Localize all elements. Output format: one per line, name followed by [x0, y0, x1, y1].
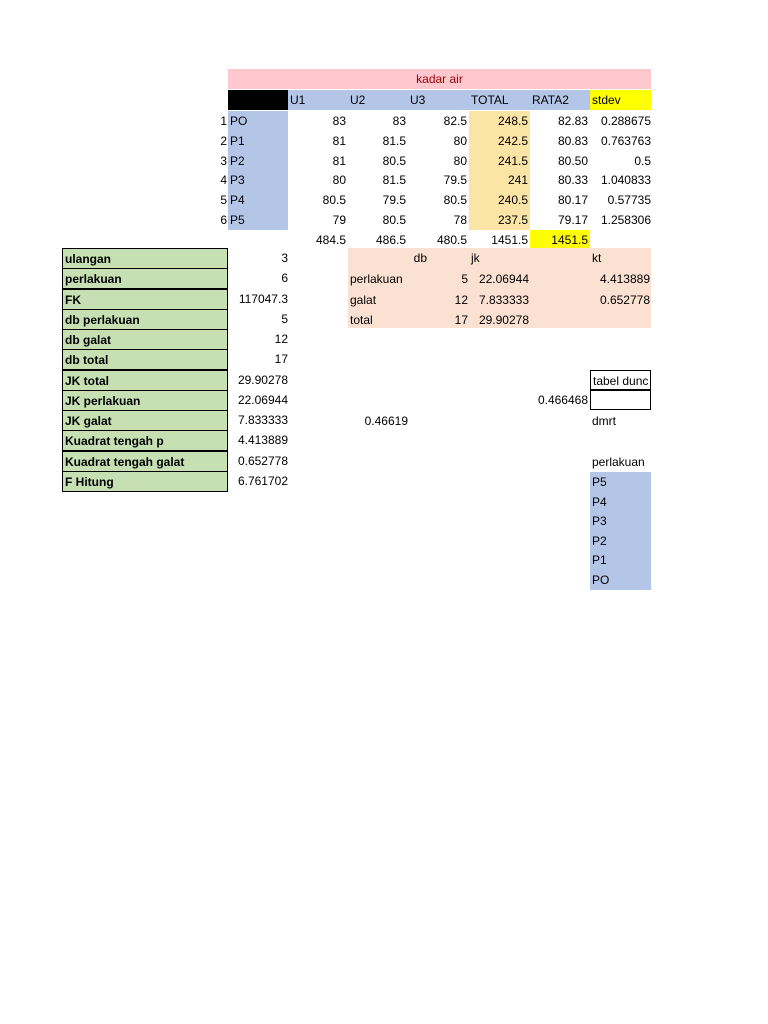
cell-rata2: 80.17: [557, 193, 588, 208]
cell-u2: 81.5: [382, 173, 406, 188]
cell-stdev: 0.288675: [600, 114, 651, 128]
anova-header-kt: kt: [592, 251, 602, 265]
duncan-treatment: P2: [590, 531, 651, 551]
cell-stdev: 0.763763: [600, 133, 651, 148]
summary-label: JK perlakuan: [62, 390, 228, 411]
summary-label: perlakuan: [62, 268, 228, 289]
grand-total: 1451.5: [530, 230, 590, 250]
summary-label: db total: [62, 349, 228, 370]
tabel-duncan-value[interactable]: [590, 390, 651, 410]
row-number: 6: [220, 213, 227, 227]
anova-jk: 29.90278: [478, 313, 529, 327]
anova-source: galat: [350, 292, 377, 307]
cell-rata2: 80.83: [557, 133, 588, 148]
anova-kt: 0.652778: [599, 292, 650, 307]
anova-kt: [590, 310, 650, 330]
header-rata2: RATA2: [530, 90, 590, 110]
summary-value: 6.761702: [237, 473, 288, 488]
cell-u1: 80: [332, 173, 346, 188]
cell-u1: 79: [332, 213, 346, 227]
summary-label: FK: [62, 289, 228, 310]
summary-value: 12: [274, 332, 288, 346]
duncan-treatment: P1: [590, 550, 651, 570]
total-total: 1451.5: [491, 233, 528, 247]
row-label: P5: [228, 210, 288, 230]
cell-rata2: 80.50: [557, 153, 588, 168]
summary-label: db galat: [62, 329, 228, 350]
anova-header-db: db: [413, 251, 427, 265]
anova-db: 17: [454, 313, 468, 327]
row-number: 1: [220, 114, 227, 128]
cell-stdev: 1.040833: [600, 173, 651, 188]
row-label: P2: [228, 151, 288, 171]
summary-value: 3: [281, 251, 288, 265]
kadar-air-title: kadar air: [228, 69, 651, 89]
cell-u2: 80.5: [382, 153, 406, 168]
cell-stdev: 0.57735: [607, 193, 651, 208]
anova-db: 5: [461, 272, 468, 286]
duncan-treatment: P4: [590, 492, 651, 512]
summary-value: 0.652778: [237, 453, 288, 468]
anova-source: perlakuan: [350, 272, 403, 286]
row-label: P3: [228, 170, 288, 190]
row-number: 3: [220, 153, 227, 168]
summary-value: 17: [274, 352, 288, 367]
cell-u3: 80.5: [443, 193, 467, 208]
cell-total: 241.5: [469, 151, 530, 171]
cell-stdev: 1.258306: [600, 213, 651, 227]
summary-label: JK galat: [62, 410, 228, 431]
cell-u1: 83: [332, 114, 346, 128]
summary-label: JK total: [62, 370, 228, 391]
cell-rata2: 80.33: [557, 173, 588, 188]
cell-u1: 81: [332, 153, 346, 168]
anova-header-jk: jk: [471, 251, 480, 265]
total-u3: 480.5: [436, 233, 467, 247]
cell-u3: 82.5: [443, 114, 467, 128]
cell-u1: 81: [332, 133, 346, 148]
anova-jk: 7.833333: [478, 292, 529, 307]
dmrt-label: dmrt: [592, 414, 616, 428]
cell-u2: 83: [392, 114, 406, 128]
cell-total: 241: [469, 170, 530, 190]
summary-label: ulangan: [62, 248, 228, 269]
duncan-treatment: PO: [590, 570, 651, 590]
row-label: P1: [228, 131, 288, 151]
summary-label: Kuadrat tengah galat: [62, 451, 228, 472]
anova-source: total: [350, 313, 373, 327]
row-number: 5: [220, 193, 227, 208]
cell-u1: 80.5: [322, 193, 346, 208]
summary-label: F Hitung: [62, 471, 228, 492]
header-u2: U2: [348, 90, 408, 110]
cell-total: 242.5: [469, 131, 530, 151]
duncan-side-value: 0.466468: [537, 393, 588, 407]
summary-value: 5: [281, 311, 288, 326]
anova-jk: 22.06944: [478, 272, 529, 286]
summary-value: 4.413889: [237, 433, 288, 448]
summary-label: db perlakuan: [62, 309, 228, 330]
cell-stdev: 0.5: [634, 153, 651, 168]
duncan-treatment: P5: [590, 472, 651, 492]
row-number: 2: [220, 133, 227, 148]
header-u1: U1: [288, 90, 348, 110]
tabel-duncan-label: tabel dunc: [590, 370, 651, 390]
anova-kt: 4.413889: [599, 272, 650, 286]
header-total: TOTAL: [469, 90, 530, 110]
cell-rata2: 79.17: [557, 213, 588, 227]
cell-u2: 81.5: [382, 133, 406, 148]
cell-total: 237.5: [469, 210, 530, 230]
cell-total: 248.5: [469, 111, 530, 131]
cell-rata2: 82.83: [557, 114, 588, 128]
total-u2: 486.5: [375, 233, 406, 247]
anova-db: 12: [454, 292, 468, 307]
duncan-mid-value: 0.46619: [364, 414, 408, 428]
cell-u3: 80: [453, 133, 467, 148]
total-u1: 484.5: [315, 233, 346, 247]
summary-label: Kuadrat tengah p: [62, 430, 228, 451]
cell-total: 240.5: [469, 190, 530, 210]
cell-u2: 79.5: [382, 193, 406, 208]
summary-value: 22.06944: [237, 392, 288, 407]
row-number: 4: [220, 173, 227, 188]
summary-value: 6: [281, 271, 288, 286]
cell-u3: 80: [453, 153, 467, 168]
cell-u3: 79.5: [443, 173, 467, 188]
summary-value: 29.90278: [237, 372, 288, 387]
row-label: P4: [228, 190, 288, 210]
cell-u3: 78: [453, 213, 467, 227]
summary-value: 7.833333: [237, 413, 288, 427]
header-blank-cell: [228, 90, 288, 110]
cell-u2: 80.5: [382, 213, 406, 227]
summary-value: 117047.3: [238, 291, 288, 306]
duncan-treatment: P3: [590, 511, 651, 531]
row-label: PO: [228, 111, 288, 131]
header-stdev: stdev: [590, 90, 651, 110]
perlakuan-label: perlakuan: [592, 455, 645, 469]
header-u3: U3: [408, 90, 469, 110]
